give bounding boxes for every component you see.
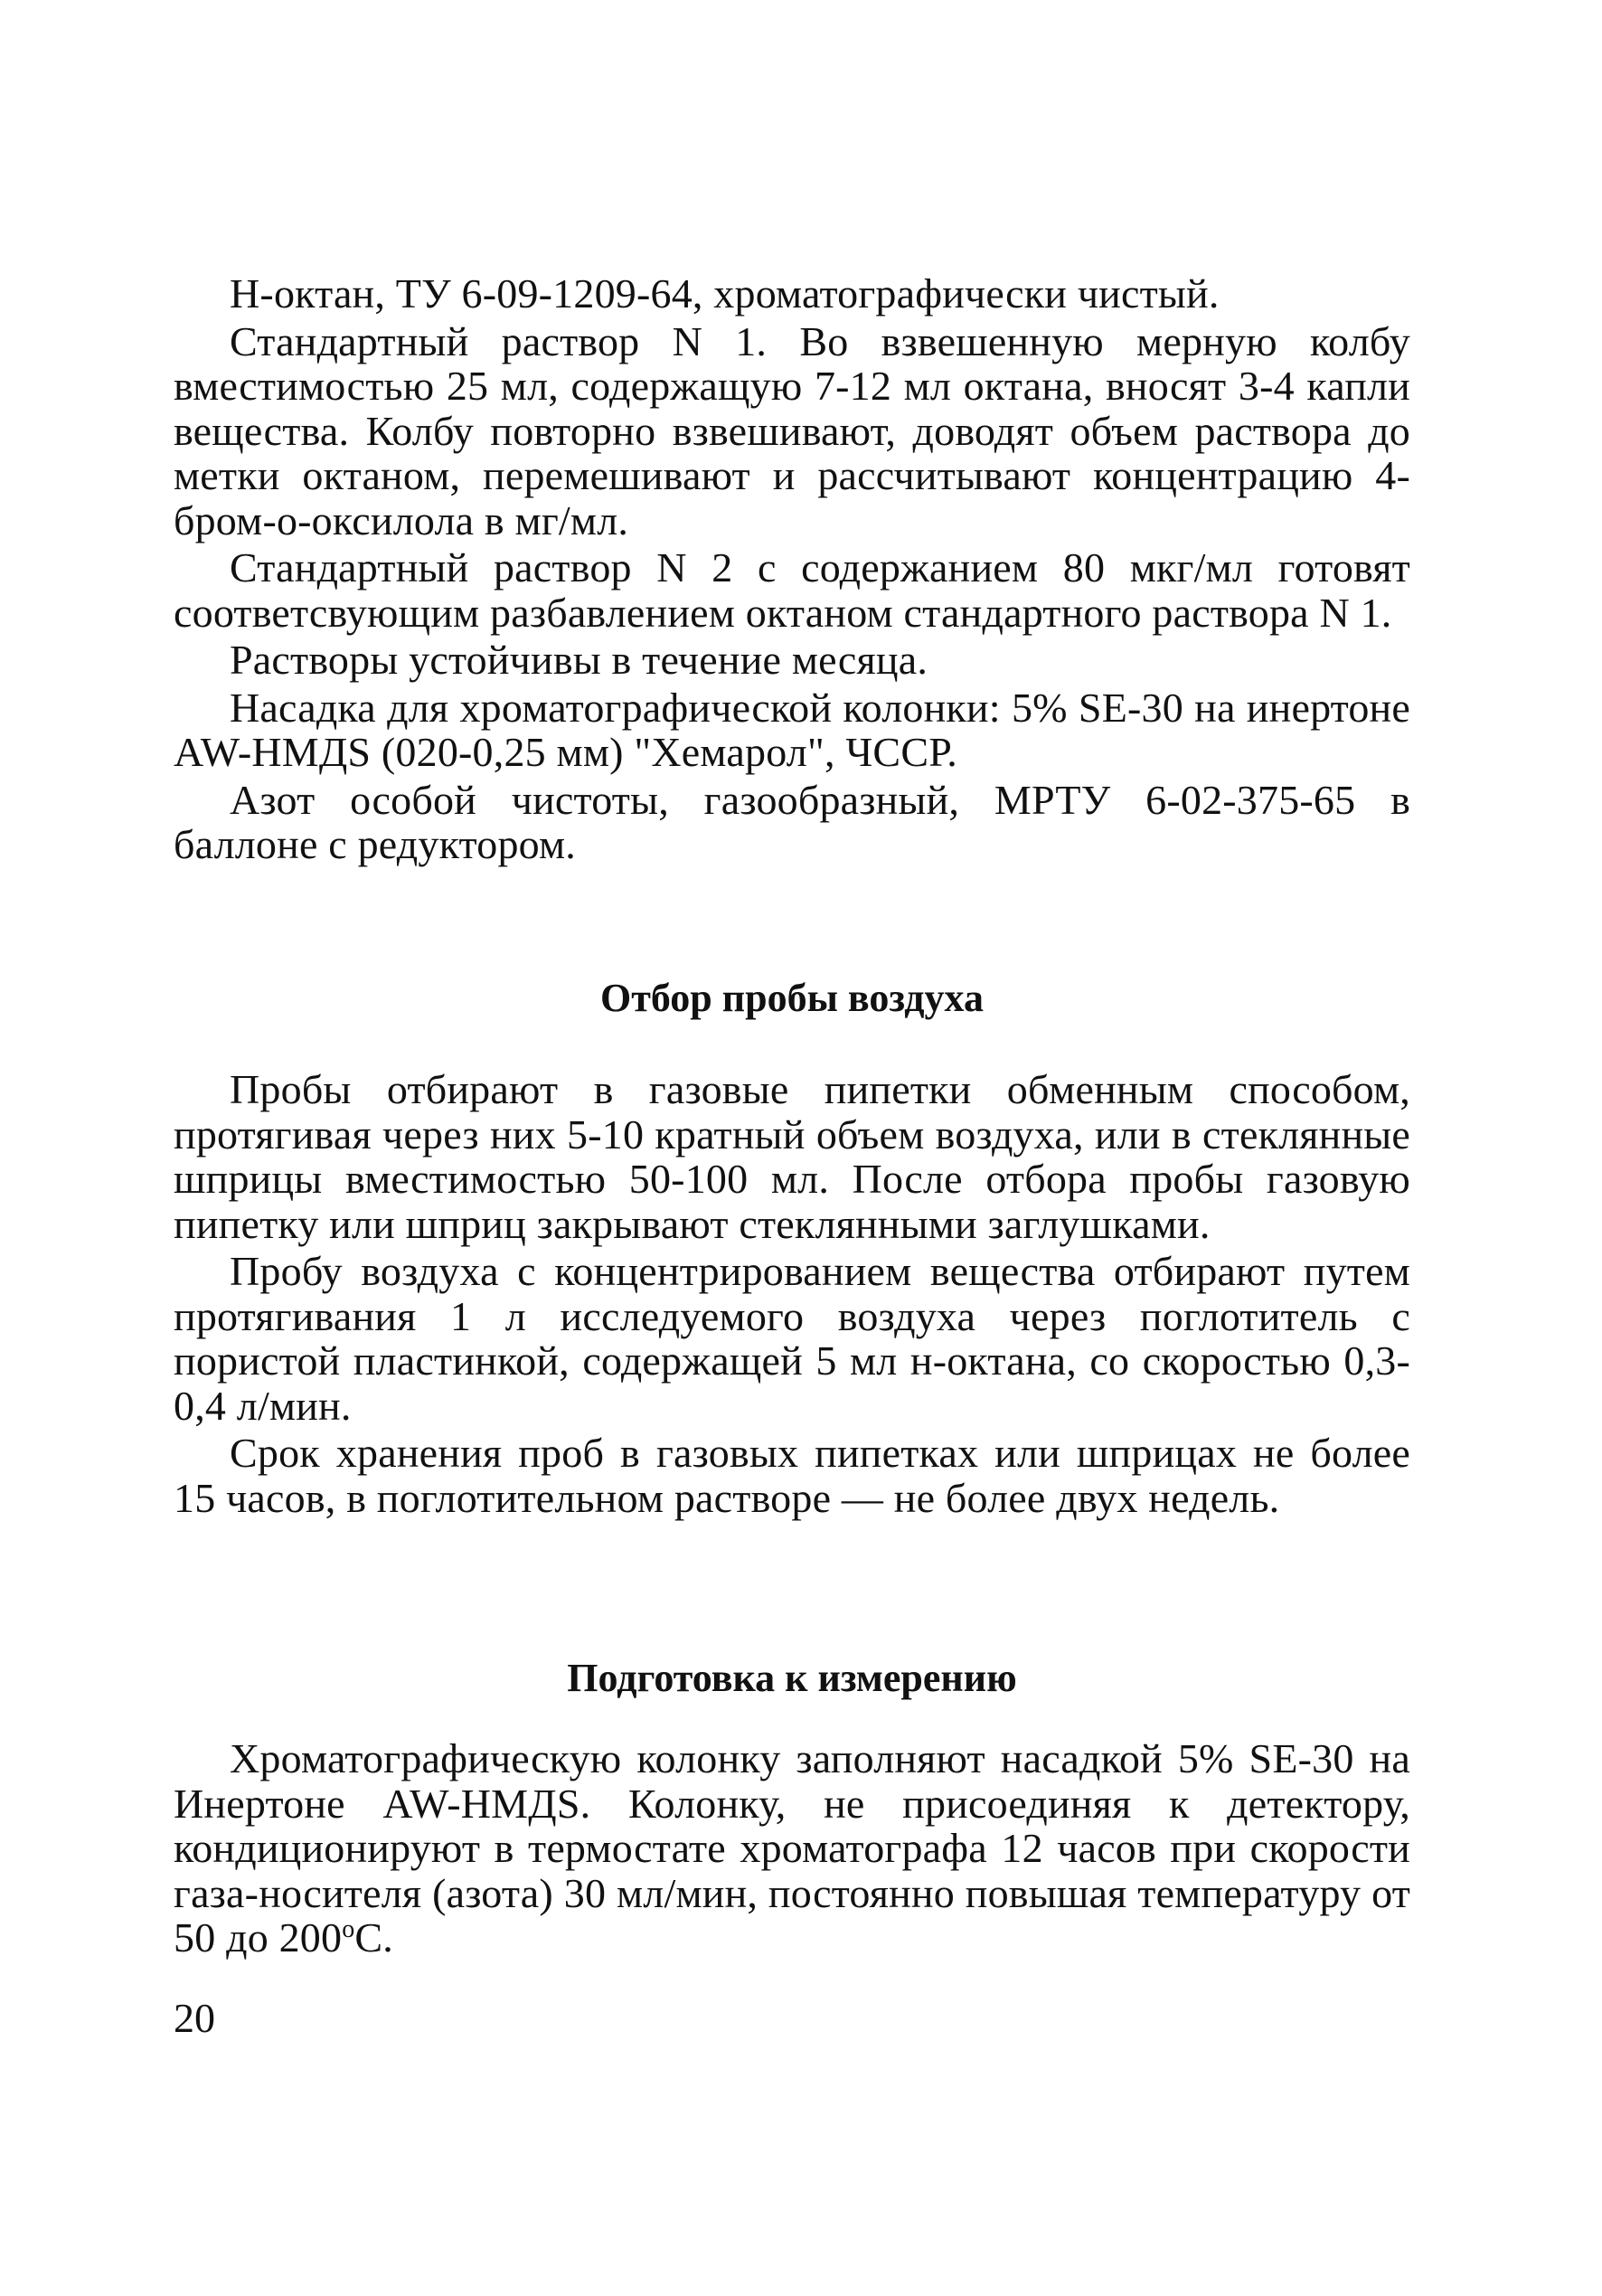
measurement-prep-section: [174, 1736, 1410, 1963]
paragraph-column-packing: Насадка для хроматографической колонки: 5% SE-30 на инертоне AW-НМДS (020-0,25 мм) "Хемарол", ЧССР.: [174, 684, 1410, 775]
paragraph-standard-solution-1: Стандартный раствор N 1. Во взвешенную мерную колбу вместимостью 25 мл, содержащую 7-12 мл октана, вносят 3-4 капли вещества. Колбу повторно взвешивают, доводят объем раствора до метки октаном, перемешивают и рассчитывают концентрацию 4-бром-о-оксилола в мг/мл.: [174, 317, 1410, 543]
paragraph-octane: Н-октан, ТУ 6-09-1209-64, хроматографически чистый.: [230, 270, 1220, 317]
degree-superscript: о: [342, 1915, 355, 1943]
paragraph-sampling-pipettes: Пробы отбирают в газовые пипетки обменным способом, протягивая через них 5-10 кратный объем воздуха, или в стеклянные шприцы вместимостью 50-100 мл. После отбора пробы газовую пипетку или шприц закрывают стеклянными заглушками.: [174, 1066, 1410, 1247]
paragraph-nitrogen: Азот особой чистоты, газообразный, МРТУ 6-02-375-65 в баллоне с редуктором.: [174, 776, 1410, 867]
paragraph-column-conditioning: [174, 1736, 1410, 1961]
reagents-section: [174, 271, 1410, 870]
paragraph-sampling-concentration: Пробу воздуха с концентрированием вещества отбирают путем протягивания 1 л исследуемого воздуха через поглотитель с пористой пластинкой, содержащей 5 мл н-октана, со скоростью 0,3-0,4 л/мин.: [174, 1248, 1410, 1429]
paragraph-solution-stability: Растворы устойчивы в течение месяца.: [230, 637, 928, 683]
section-heading-measurement-prep: Подготовка к измерению: [567, 1656, 1017, 1700]
paragraph-column-conditioning-text: Хроматографическую колонку заполняют насадкой 5% SE-30 на Инертоне AW-НМДS. Колонку, не присоединяя к детектору, кондиционируют в термостате хроматографа 12 часов при скорости газа-носителя (азота) 30 мл/мин, постоянно повышая температуру от 50 до 200: [174, 1735, 1410, 1961]
paragraph-column-conditioning-unit: С.: [354, 1914, 394, 1961]
page-number: 20: [174, 1995, 215, 2041]
section-heading-air-sampling: Отбор пробы воздуха: [600, 976, 984, 1020]
air-sampling-section: [174, 1067, 1410, 1523]
paragraph-sample-storage: Срок хранения проб в газовых пипетках или шприцах не более 15 часов, в поглотительном растворе — не более двух недель.: [174, 1430, 1410, 1521]
paragraph-standard-solution-2: Стандартный раствор N 2 с содержанием 80 мкг/мл готовят соответсвующим разбавлением октаном стандартного раствора N 1.: [174, 544, 1410, 636]
